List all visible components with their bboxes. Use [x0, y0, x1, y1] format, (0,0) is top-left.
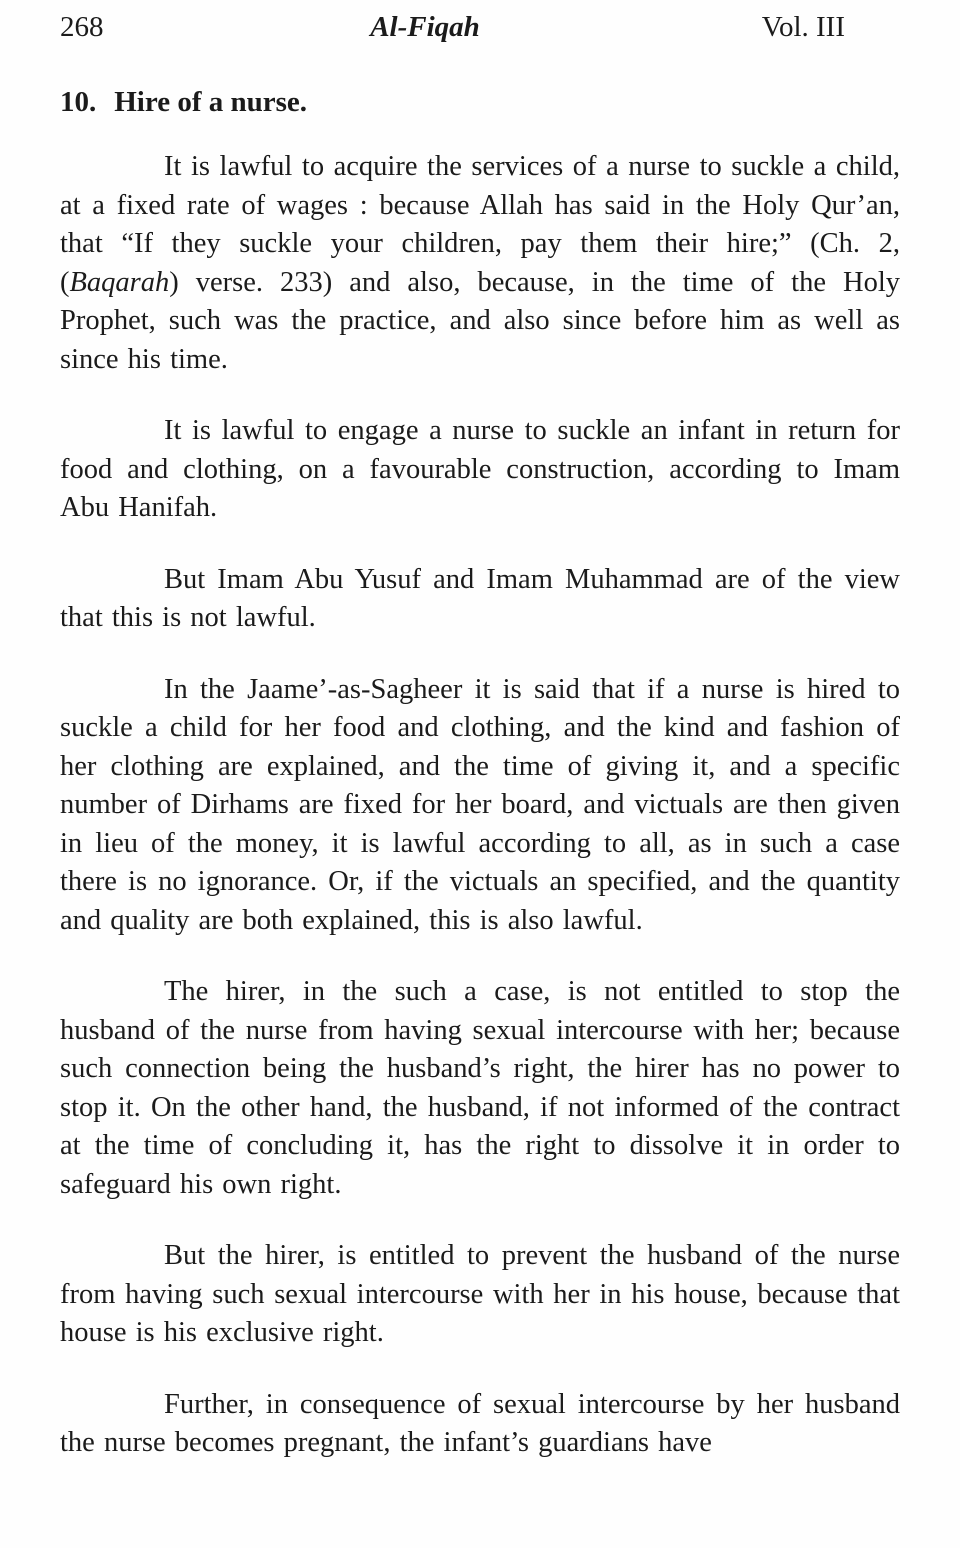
volume-label: Vol. III: [761, 11, 845, 43]
paragraph-7: Further, in consequence of sexual intercourse by her husband the nurse becomes pregnant, the infant’s guardians have: [60, 1388, 900, 1458]
paragraph-4: In the Jaame’-as-Sagheer it is said that if a nurse is hired to suckle a child for her food and clothing, and the kind and fashion of her clothing are explained, and the time of giving it, and a specific number of Dirhams are fixed for her board, and victuals are then given in lieu of the money, it is lawful according to all, as in such a case there is no ignorance. Or, if the victuals an specified, and the quantity and quality are both explained, this is also lawful.: [60, 673, 900, 936]
section-title: Hire of a nurse.: [114, 86, 308, 118]
section-heading: [60, 84, 900, 120]
paragraph-1-post: ) verse. 233) and also, because, in the time of the Holy Prophet, such was the practice, and also since before him as well as since his time.: [60, 266, 900, 375]
paragraph-1: [60, 148, 900, 379]
paragraph-2: It is lawful to engage a nurse to suckle an infant in return for food and clothing, on a favourable construction, according to Imam Abu Hanifah.: [60, 415, 900, 523]
paragraph-1-italic-term: Baqarah: [69, 266, 170, 298]
paragraph-1-pre: It is lawful to acquire the services of a nurse to suckle a child, at a fixed rate of wages : because Allah has said in the Holy Qur’an, that “If they suckle your children, pay them their hire;” (Ch. 2, (: [60, 151, 900, 298]
paragraph-5: The hirer, in the such a case, is not entitled to stop the husband of the nurse from having sexual intercourse with her; because such connection being the husband’s right, the hirer has no power to stop it. On the other hand, the husband, if not informed of the contract at the time of concluding it, has the right to dissolve it in order to safeguard his own right.: [60, 976, 900, 1200]
running-head: [60, 10, 900, 44]
page-number: 268: [60, 11, 104, 43]
section-number: 10.: [60, 86, 97, 118]
book-title: Al-Fiqah: [370, 11, 480, 43]
paragraph-3: But Imam Abu Yusuf and Imam Muhammad are of the view that this is not lawful.: [60, 563, 900, 633]
paragraph-6: But the hirer, is entitled to prevent the husband of the nurse from having such sexual intercourse with her in his house, because that house is his exclusive right.: [60, 1240, 900, 1348]
